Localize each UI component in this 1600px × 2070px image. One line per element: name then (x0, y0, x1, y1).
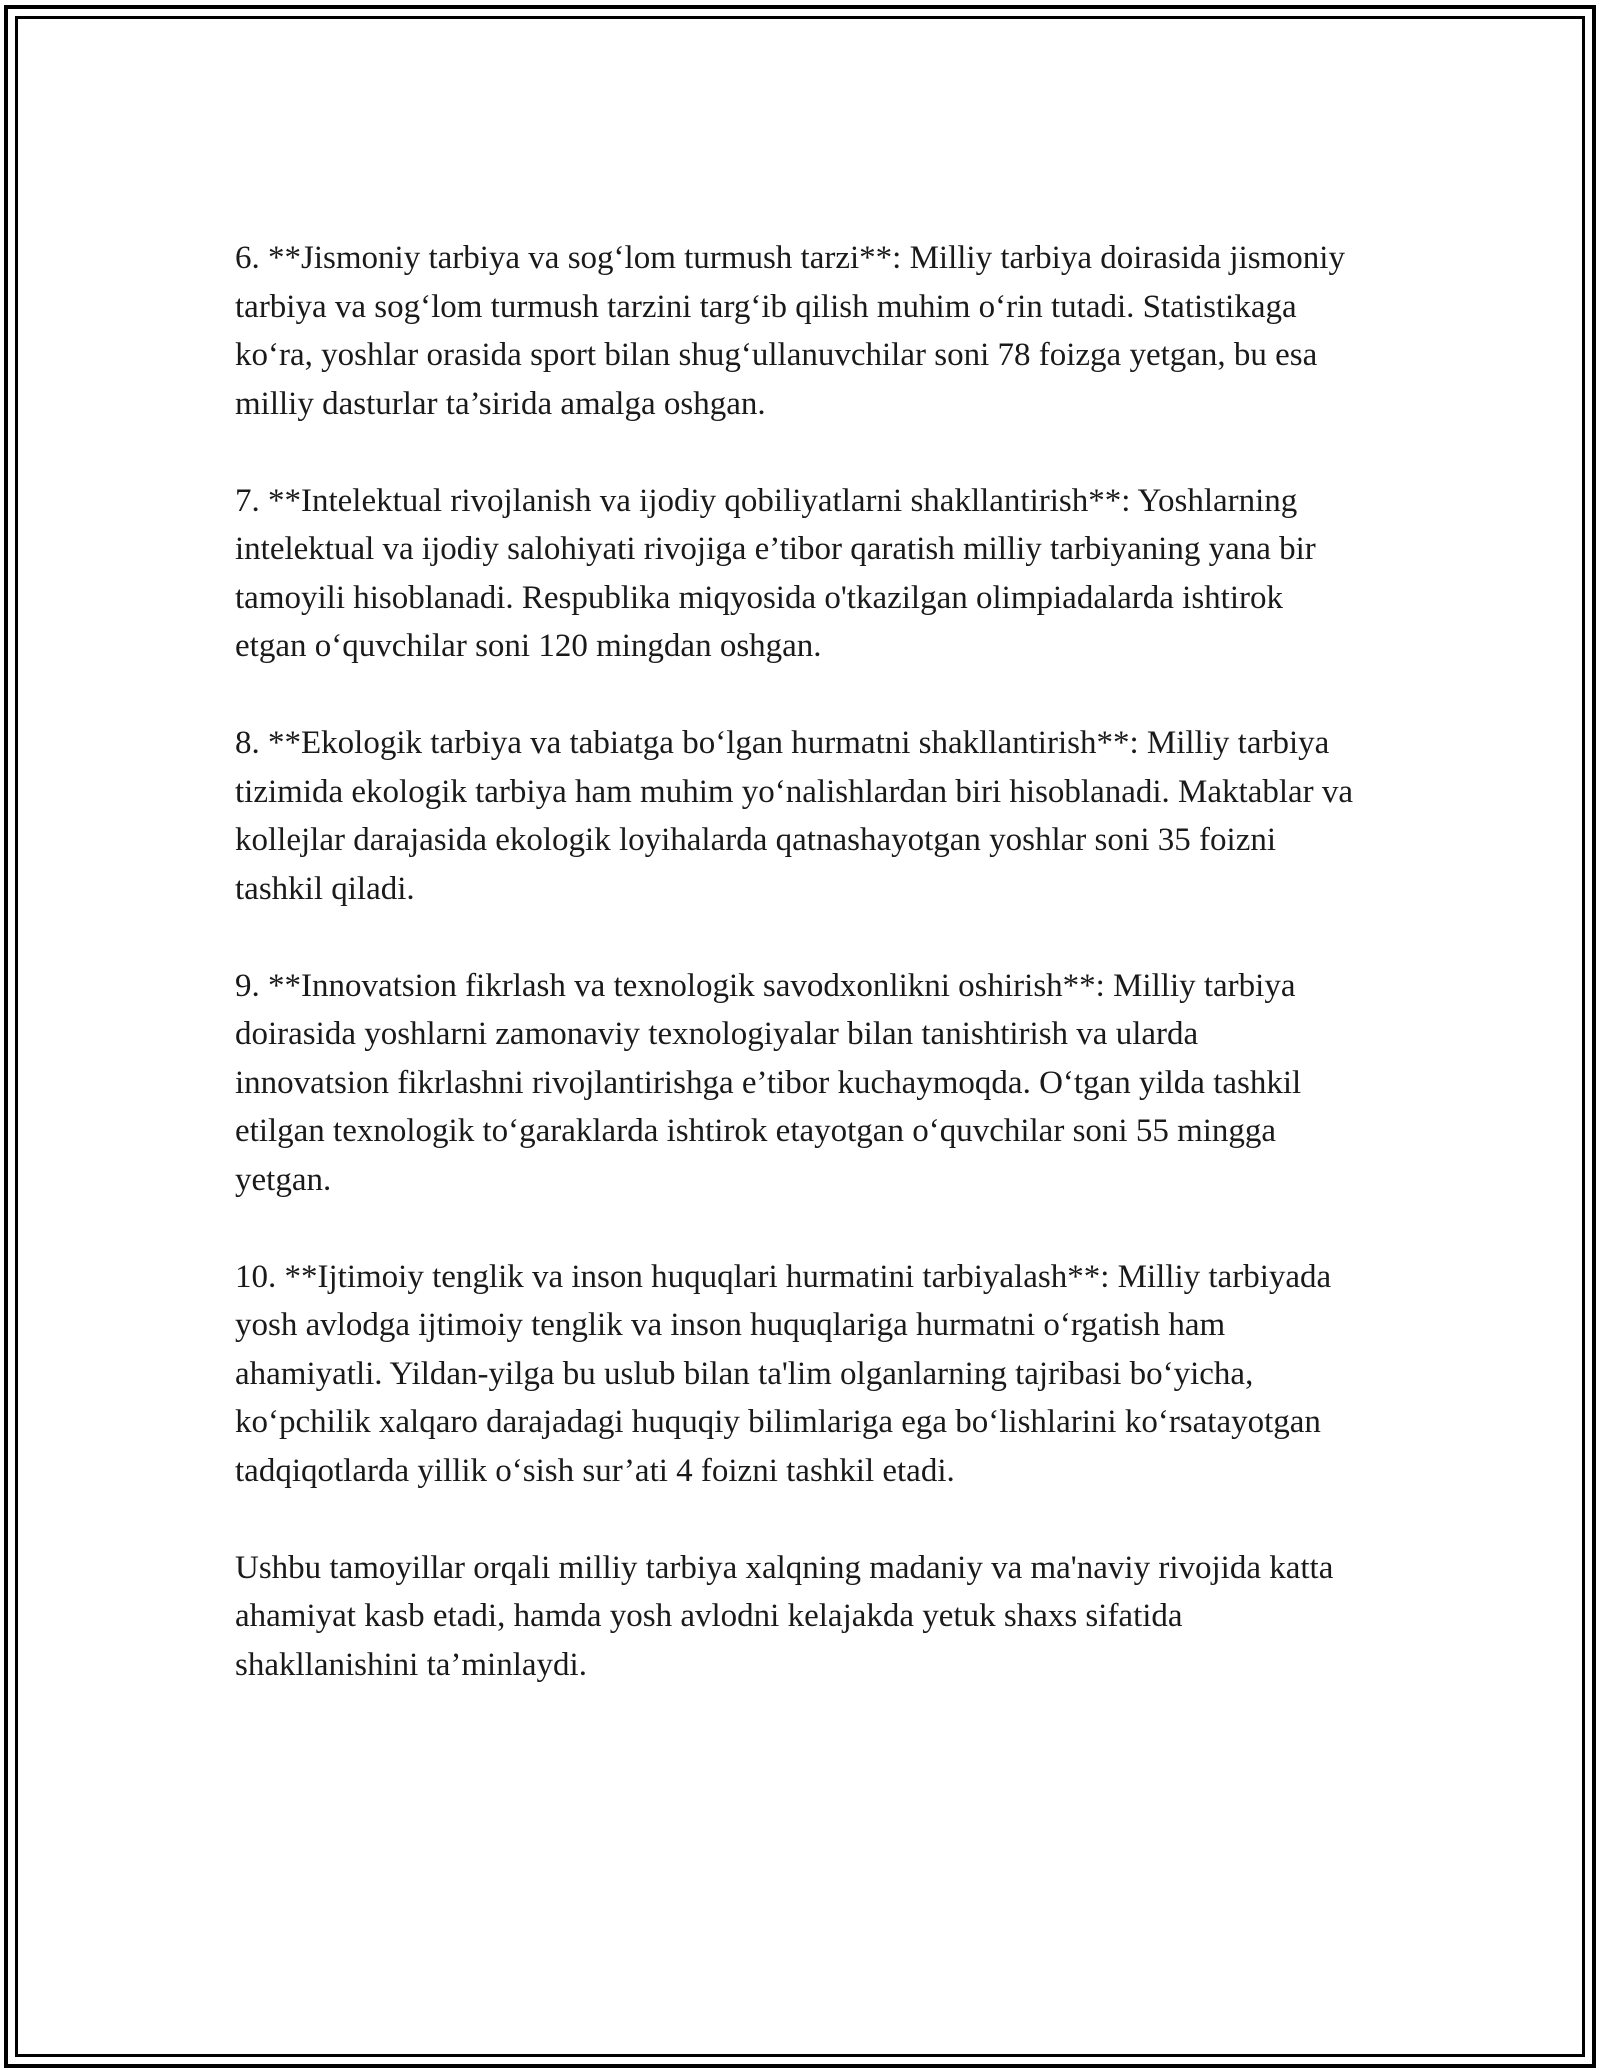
paragraph-conclusion: Ushbu tamoyillar orqali milliy tarbiya xalqning madaniy va ma'naviy rivojida katta ahamiyat kasb etadi, hamda yosh avlodni kelajakda yetuk shaxs sifatida shakllanishini ta’minlaydi. (235, 1549, 1334, 1683)
paragraph-6-physical-education: 6. **Jismoniy tarbiya va sog‘lom turmush tarzi**: Milliy tarbiya doirasida jismoniy tarbiya va sog‘lom turmush tarzini targ‘ib qilish muhim o‘rin tutadi. Statistikaga ko‘ra, yoshlar orasida sport bilan shug‘ullanuvchilar soni 78 foizga yetgan, bu esa milliy dasturlar ta’sirida amalga oshgan. (235, 240, 1345, 422)
paragraph-10-social-equality: 10. **Ijtimoiy tenglik va inson huquqlari hurmatini tarbiyalash**: Milliy tarbiyada yosh avlodga ijtimoiy tenglik va inson huquqlariga hurmatni o‘rgatish ham ahamiyatli. Yildan-yilga bu uslub bilan ta'lim olganlarning tajribasi bo‘yicha, ko‘pchilik xalqaro darajadagi huquqiy bilimlariga ega bo‘lishlarini ko‘rsatayotgan tadqiqotlarda yillik o‘sish sur’ati 4 foizni tashkil etadi. (235, 1258, 1332, 1489)
paragraph-7-intellectual-development: 7. **Intelektual rivojlanish va ijodiy qobiliyatlarni shakllantirish**: Yoshlarning intelektual va ijodiy salohiyati rivojiga e’tibor qaratish milliy tarbiyaning yana bir tamoyili hisoblanadi. Respublika miqyosida o'tkazilgan olimpiadalarda ishtirok etgan o‘quvchilar soni 120 mingdan oshgan. (235, 482, 1316, 664)
paragraph-9-innovative-thinking: 9. **Innovatsion fikrlash va texnologik savodxonlikni oshirish**: Milliy tarbiya doirasida yoshlarni zamonaviy texnologiyalar bilan tanishtirish va ularda innovatsion fikrlashni rivojlantirishga e’tibor kuchaymoqda. O‘tgan yilda tashkil etilgan texnologik to‘garaklarda ishtirok etayotgan o‘quvchilar soni 55 mingga yetgan. (235, 967, 1302, 1198)
document-body (235, 234, 1360, 1738)
paragraph-8-ecological-education: 8. **Ekologik tarbiya va tabiatga bo‘lgan hurmatni shakllantirish**: Milliy tarbiya tizimida ekologik tarbiya ham muhim yo‘nalishlardan biri hisoblanadi. Maktablar va kollejlar darajasida ekologik loyihalarda qatnashayotgan yoshlar soni 35 foizni tashkil qiladi. (235, 725, 1354, 907)
